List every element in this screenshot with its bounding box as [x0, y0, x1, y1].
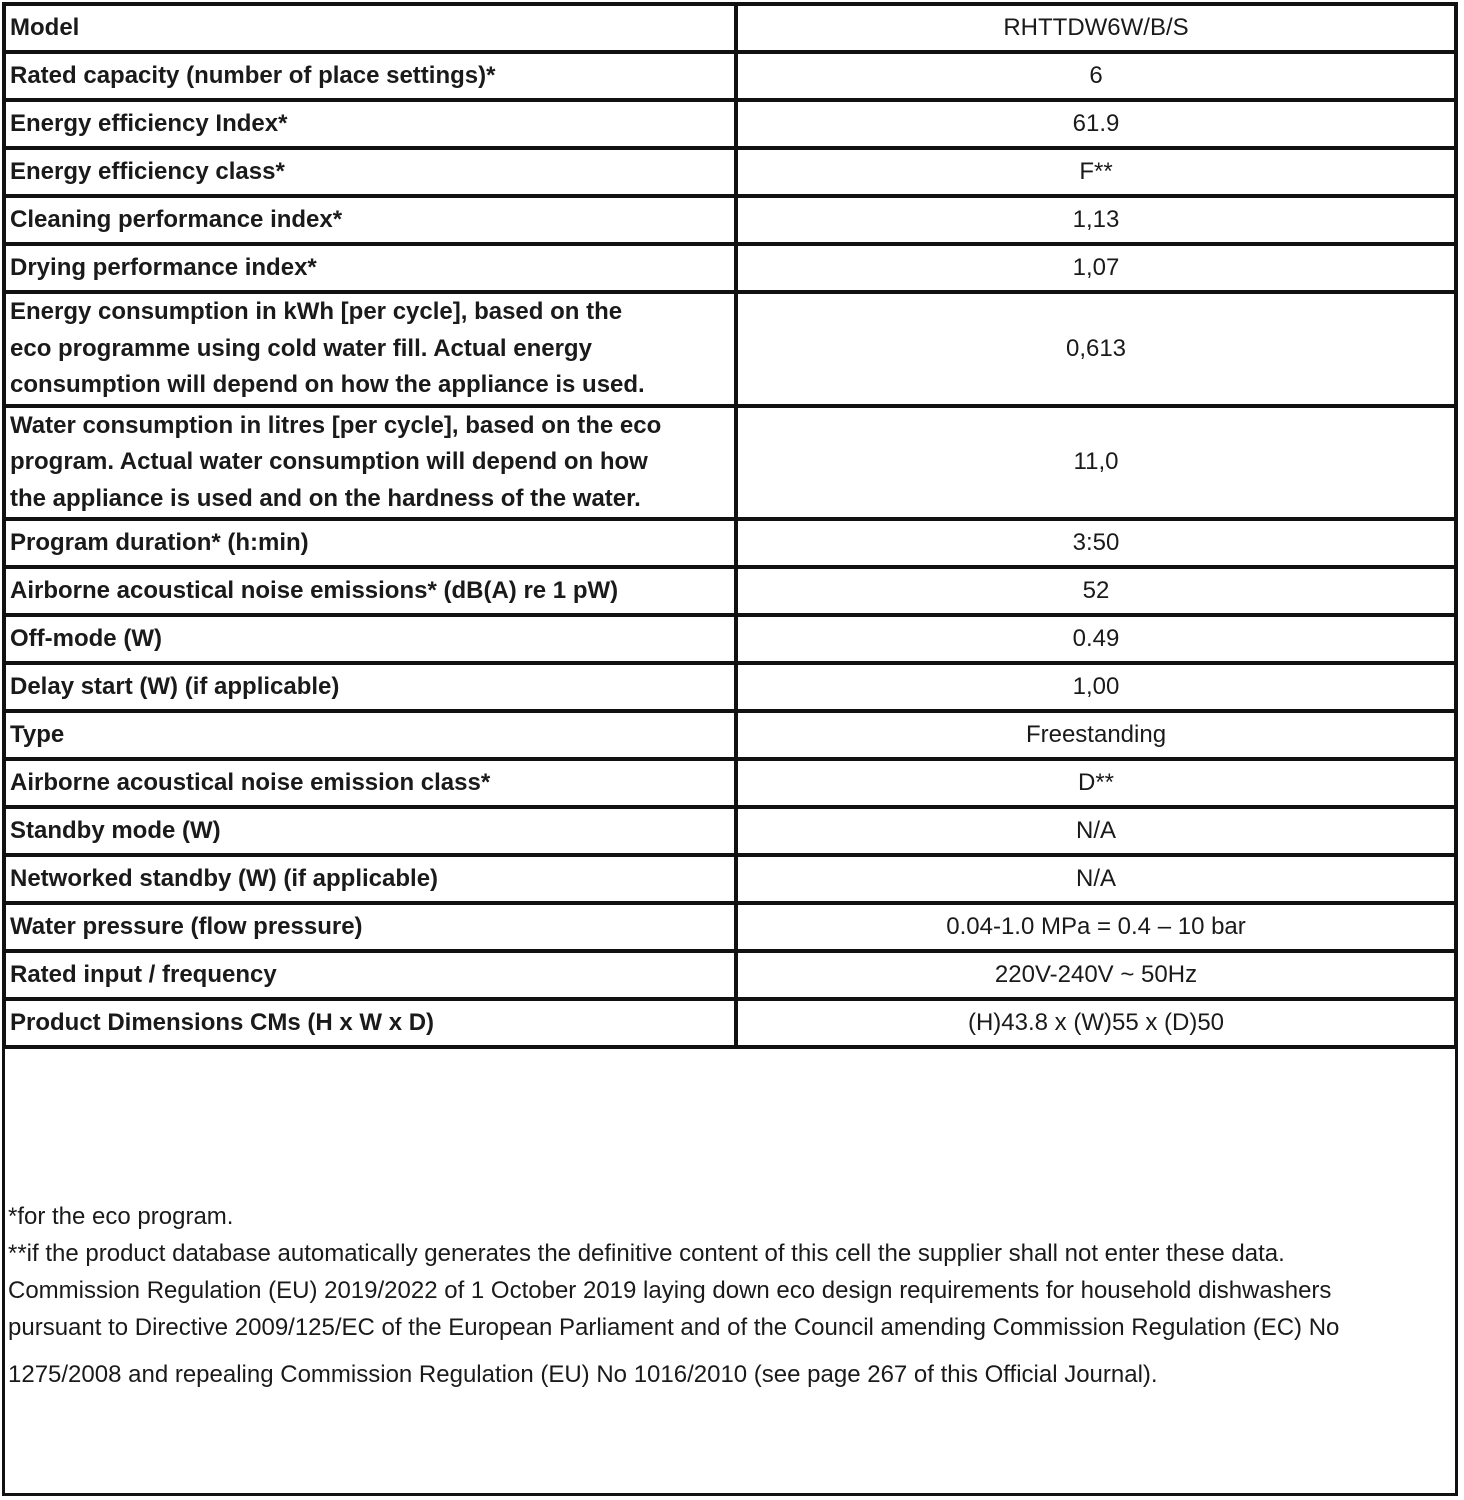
footnotes: [8, 1198, 1448, 1393]
row-value: 52: [736, 567, 1456, 615]
row-value: Freestanding: [736, 711, 1456, 759]
row-label-line: program. Actual water consumption will depend on how: [10, 448, 648, 475]
table-row: [4, 292, 1456, 406]
row-label: Rated capacity (number of place settings)*: [4, 52, 736, 100]
table-row: [4, 951, 1456, 999]
row-value: 3:50: [736, 519, 1456, 567]
row-value: N/A: [736, 807, 1456, 855]
row-label: [4, 292, 736, 406]
row-value: 1,00: [736, 663, 1456, 711]
row-value: 0,613: [736, 292, 1456, 406]
row-label: Energy efficiency Index*: [4, 100, 736, 148]
row-value: 0.49: [736, 615, 1456, 663]
table-row: [4, 711, 1456, 759]
row-value: 6: [736, 52, 1456, 100]
row-label: Program duration* (h:min): [4, 519, 736, 567]
row-label: Cleaning performance index*: [4, 196, 736, 244]
row-label: Energy efficiency class*: [4, 148, 736, 196]
row-value: 1,13: [736, 196, 1456, 244]
row-label: Product Dimensions CMs (H x W x D): [4, 999, 736, 1047]
table-row: [4, 663, 1456, 711]
row-label: Model: [4, 4, 736, 52]
table-row: [4, 196, 1456, 244]
table-row: [4, 244, 1456, 292]
row-value: 11,0: [736, 406, 1456, 520]
row-value: 220V-240V ~ 50Hz: [736, 951, 1456, 999]
footnote-regulation-line: 1275/2008 and repealing Commission Regulation (EU) No 1016/2010 (see page 267 of this Official Journal).: [8, 1361, 1158, 1388]
spec-table: [2, 2, 1458, 1049]
row-label: Rated input / frequency: [4, 951, 736, 999]
footnote-database: **if the product database automatically generates the definitive content of this cell the supplier shall not enter these data.: [8, 1240, 1285, 1267]
table-row: [4, 406, 1456, 520]
row-value: RHTTDW6W/B/S: [736, 4, 1456, 52]
row-label: Delay start (W) (if applicable): [4, 663, 736, 711]
footnote-regulation-line: pursuant to Directive 2009/125/EC of the European Parliament and of the Council amending Commission Regulation (EC) No: [8, 1314, 1340, 1341]
row-value: 61.9: [736, 100, 1456, 148]
row-label: Airborne acoustical noise emissions* (dB(A) re 1 pW): [4, 567, 736, 615]
row-label: Water pressure (flow pressure): [4, 903, 736, 951]
row-label: Standby mode (W): [4, 807, 736, 855]
row-label: Networked standby (W) (if applicable): [4, 855, 736, 903]
footnote-eco: *for the eco program.: [8, 1203, 234, 1230]
row-label: Off-mode (W): [4, 615, 736, 663]
table-row: [4, 999, 1456, 1047]
table-row: [4, 148, 1456, 196]
table-row: [4, 100, 1456, 148]
row-value: N/A: [736, 855, 1456, 903]
row-label: [4, 406, 736, 520]
footnote-regulation-line: Commission Regulation (EU) 2019/2022 of 1 October 2019 laying down eco design requirements for household dishwashers: [8, 1277, 1332, 1304]
row-label-line: Energy consumption in kWh [per cycle], based on the: [10, 298, 623, 325]
row-value: 1,07: [736, 244, 1456, 292]
row-label-line: eco programme using cold water fill. Actual energy: [10, 334, 592, 362]
row-value: (H)43.8 x (W)55 x (D)50: [736, 999, 1456, 1047]
row-value: 0.04-1.0 MPa = 0.4 – 10 bar: [736, 903, 1456, 951]
row-value: F**: [736, 148, 1456, 196]
table-row: [4, 759, 1456, 807]
row-label-line: the appliance is used and on the hardness of the water.: [10, 484, 641, 512]
table-row: [4, 4, 1456, 52]
row-value: D**: [736, 759, 1456, 807]
table-row: [4, 903, 1456, 951]
table-row: [4, 519, 1456, 567]
table-row: [4, 855, 1456, 903]
row-label-line: consumption will depend on how the appliance is used.: [10, 371, 645, 398]
row-label: Drying performance index*: [4, 244, 736, 292]
row-label: Type: [4, 711, 736, 759]
row-label: Airborne acoustical noise emission class*: [4, 759, 736, 807]
table-row: [4, 52, 1456, 100]
table-row: [4, 615, 1456, 663]
table-row: [4, 807, 1456, 855]
table-row: [4, 567, 1456, 615]
row-label-line: Water consumption in litres [per cycle], based on the eco: [10, 411, 662, 439]
